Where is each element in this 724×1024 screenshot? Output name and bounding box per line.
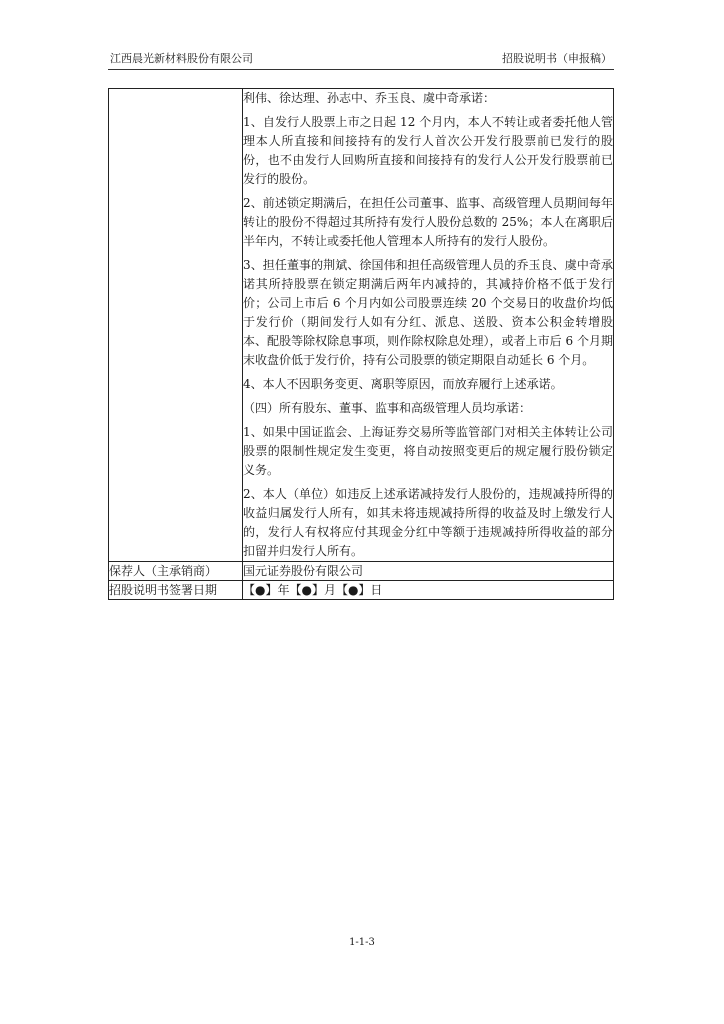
commitment-paragraph: 4、本人不因职务变更、离职等原因，而放弃履行上述承诺。	[243, 377, 563, 391]
page-number: 1-1-3	[349, 937, 375, 948]
commitment-paragraph: 1、如果中国证监会、上海证券交易所等监管部门对相关主体转让公司股票的限制性规定发生变更，将自动按照变更后的规定履行股份锁定义务。	[243, 425, 613, 477]
document-title: 招股说明书（申报稿）	[502, 52, 612, 65]
commitments-row	[109, 89, 614, 562]
commitment-section-heading: （四）所有股东、董事、监事和高级管理人员均承诺：	[243, 401, 532, 415]
signing-date-value: 【●】年【●】月【●】日	[243, 581, 614, 600]
commitment-paragraph: 3、担任董事的荆斌、徐国伟和担任高级管理人员的乔玉良、虞中奇承诺其所持股票在锁定期满后两年内减持的，其减持价格不低于发行价；公司上市后 6 个月内如公司股票连续 20 个交易日的收盘价均低于发行价（期间发行人如有分红、派息、送股、资本公积金转增股本、配股等除权除息事项，则作除权除息处理），或者上市后 6 个月期末收盘价低于发行价，持有公司股票的锁定期限自动延长 6 个月。	[243, 258, 613, 367]
commitments-content-cell	[243, 89, 614, 562]
header-divider	[108, 69, 614, 70]
commitment-intro: 利伟、徐达理、孙志中、乔玉良、虞中奇承诺：	[243, 91, 496, 105]
commitment-paragraph: 2、前述锁定期满后，在担任公司董事、监事、高级管理人员期间每年转让的股份不得超过其所持有发行人股份总数的 25%；本人在离职后半年内，不转让或委托他人管理本人所持有的发行人股份。	[243, 196, 613, 248]
sponsor-label: 保荐人（主承销商）	[109, 562, 243, 581]
signing-date-label: 招股说明书签署日期	[109, 581, 243, 600]
commitments-label-cell	[109, 89, 243, 562]
company-name: 江西晨光新材料股份有限公司	[110, 52, 253, 65]
summary-table	[108, 88, 614, 600]
sponsor-row	[109, 562, 614, 581]
signing-date-row	[109, 581, 614, 600]
commitment-paragraph: 1、自发行人股票上市之日起 12 个月内，本人不转让或者委托他人管理本人所直接和间接持有的发行人首次公开发行股票前已发行的股份，也不由发行人回购所直接和间接持有的发行人公开发行股票前已发行的股份。	[243, 115, 613, 186]
commitment-paragraph: 2、本人（单位）如违反上述承诺减持发行人股份的，违规减持所得的收益归属发行人所有，如其未将违规减持所得的收益及时上缴发行人的，发行人有权将应付其现金分红中等额于违规减持所得收益的部分扣留并归发行人所有。	[243, 487, 613, 558]
sponsor-value: 国元证券股份有限公司	[243, 562, 614, 581]
page-header	[108, 52, 614, 68]
